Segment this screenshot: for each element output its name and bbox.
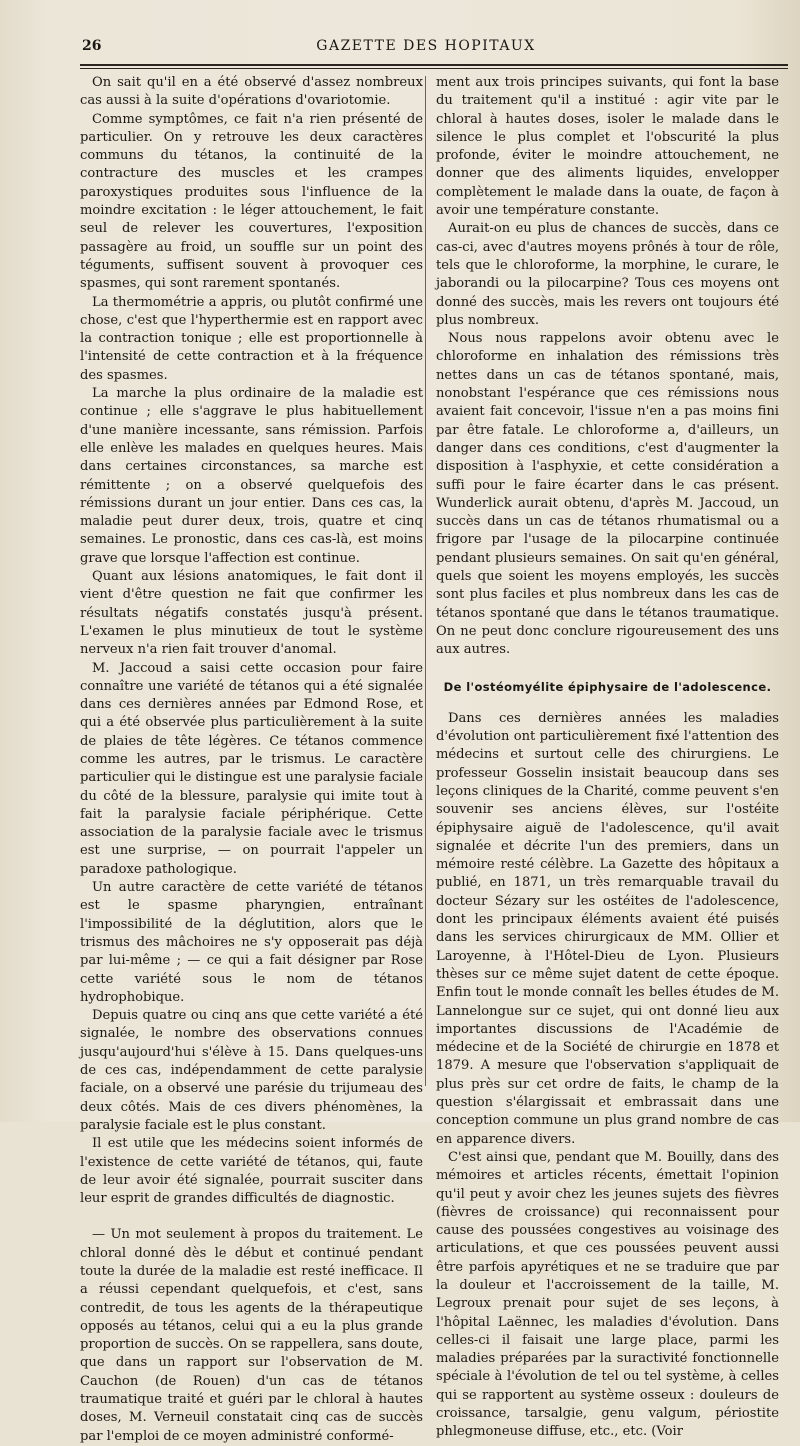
paragraph: La thermométrie a appris, ou plutôt confirmé une chose, c'est que l'hyperthermie est en rapport avec la contraction tonique ; elle est proportionnelle à l'intensité de cette contraction et à la fréquence des spasmes.: [80, 294, 423, 383]
header-rule: [80, 64, 788, 66]
header-rule-thin: [80, 68, 788, 69]
paragraph: Un autre caractère de cette variété de tétanos est le spasme pharyngien, entraînant l'impossibilité de la déglutition, alors que le trismus des mâchoires ne s'y opposerait pas déjà par lui-même ; — ce qui a fait désigner par Rose cette variété sous le nom de tétanos hydrophobique.: [80, 880, 423, 1005]
paragraph: — Un mot seulement à propos du traitement. Le chloral donné dès le début et continué pendant toute la durée de la maladie est resté inefficace. Il a réussi cependant quelquefois, et c'est, sans contredit, de tous les agents de la thérapeutique opposés au tétanos, celui qui a eu la plus grande proportion de succès. On se rappellera, sans doute, que dans un rapport sur l'observation de M. Cauchon (de Rouen) d'un cas de tétanos traumatique traité et guéri par le chloral à hautes doses, M. Verneuil constatait cinq cas de succès par l'emploi de ce moyen administré conformé-: [80, 1227, 423, 1444]
left-column: [80, 74, 423, 1446]
running-title: GAZETTE DES HOPITAUX: [316, 38, 536, 54]
section-heading: De l'ostéomyélite épiphysaire de l'adolescence.: [443, 679, 772, 694]
column-divider: [425, 76, 426, 1086]
paragraph: Aurait-on eu plus de chances de succès, dans ce cas-ci, avec d'autres moyens prônés à tour de rôle, tels que le chloroforme, la morphine, le curare, le jaborandi ou la pilocarpine? Tous ces moyens ont donné des succès, mais les revers ont toujours été plus nombreux.: [436, 221, 779, 328]
paragraph: Nous nous rappelons avoir obtenu avec le chloroforme en inhalation des rémissions très nettes dans un cas de tétanos spontané, mais, nonobstant l'espérance que ces rémissions nous avaient fait concevoir, l'issue n'en a pas moins fini par être fatale. Le chloroforme a, d'ailleurs, un danger dans ces conditions, c'est d'augmenter la disposition à l'asphyxie, et cette considération a suffi pour le faire écarter dans le cas présent. Wunderlick aurait obtenu, d'après M. Jaccoud, un succès dans un cas de tétanos rhumatismal ou a frigore par l'usage de la pilocarpine continuée pendant plusieurs semaines. On sait qu'en général, quels que soient les moyens employés, les succès sont plus faciles et plus nombreux dans les cas de tétanos spontané que dans le tétanos traumatique. On ne peut donc conclure rigoureusement des uns aux autres.: [436, 331, 779, 658]
paragraph: Quant aux lésions anatomiques, le fait dont il vient d'être question ne fait que confirmer les résultats négatifs constatés jusqu'à présent. L'examen le plus minutieux de tout le système nerveux n'a rien fait trouver d'anomal.: [80, 569, 423, 658]
paragraph: Depuis quatre ou cinq ans que cette variété a été signalée, le nombre des observations connues jusqu'aujourd'hui s'élève à 15. Dans quelques-uns de ces cas, indépendamment de cette paralysie faciale, on a observé une parésie du trijumeau des deux côtés. Mais de ces divers phénomènes, la paralysie faciale est le plus constant.: [80, 1008, 423, 1133]
paragraph: Il est utile que les médecins soient informés de l'existence de cette variété de tétanos, qui, faute de leur avoir été signalée, pourrait susciter dans leur esprit de grandes difficultés de diagnostic.: [80, 1136, 423, 1207]
page-header: [72, 38, 780, 60]
right-column: [436, 74, 779, 1442]
paragraph: La marche la plus ordinaire de la maladie est continue ; elle s'aggrave le plus habituellement d'une manière incessante, sans rémission. Parfois elle enlève les malades en quelques heures. Mais dans certaines circonstances, sa marche est rémittente ; on a observé quelquefois des rémissions durant un jour entier. Dans ces cas, la maladie peut durer deux, trois, quatre et cinq semaines. Le pronostic, dans ces cas-là, est moins grave que lorsque l'affection est continue.: [80, 386, 423, 566]
paragraph: Comme symptômes, ce fait n'a rien présenté de particulier. On y retrouve les deux caractères communs du tétanos, la continuité de la contracture des muscles et les crampes paroxystiques produites sous l'influence de la moindre excitation : le léger attouchement, le fait seul de relever les couvertures, l'exposition passagère au froid, un souffle sur un point des téguments, suffisent souvent à provoquer ces spasmes, qui sont rarement spontanés.: [80, 111, 423, 292]
paragraph: Dans ces dernières années les maladies d'évolution ont particulièrement fixé l'attention des médecins et surtout celle des chirurgiens. Le professeur Gosselin insistait beaucoup dans ses leçons cliniques de la Charité, comme peuvent s'en souvenir ses anciens élèves, sur l'ostéite épiphysaire aiguë de l'adolescence, qu'il avait signalée et décrite l'un des premiers, dans un mémoire resté célèbre. La Gazette des hôpitaux a publié, en 1871, un très remarquable travail du docteur Sézary sur les ostéites de l'adolescence, dont les principaux éléments avaient été puisés dans les services chirurgicaux de MM. Ollier et Laroyenne, à l'Hôtel-Dieu de Lyon. Plusieurs thèses sur ce même sujet datent de cette époque. Enfin tout le monde connaît les belles études de M. Lannelongue sur ce sujet, qui ont donné lieu aux importantes discussions de l'Académie de médecine et de la Société de chirurgie en 1878 et 1879. A mesure que l'observation s'appliquait de plus près sur cet ordre de faits, le champ de la question s'élargissait et embrassait dans une conception commune un plus grand nombre de cas en apparence divers.: [436, 710, 779, 1147]
page-number: 26: [82, 38, 102, 54]
paragraph: ment aux trois principes suivants, qui font la base du traitement qu'il a institué : agir vite par le chloral à hautes doses, isoler le malade dans le silence le plus complet et l'obscurité la plus profonde, éviter le moindre attouchement, ne donner que des aliments liquides, envelopper complètement le malade dans la ouate, de façon à avoir une température constante.: [436, 75, 779, 219]
paragraph: C'est ainsi que, pendant que M. Bouilly, dans des mémoires et articles récents, émettait l'opinion qu'il peut y avoir chez les jeunes sujets des fièvres (fièvres de croissance) qui reconnaissent pour cause des poussées congestives au voisinage des articulations, et que ces poussées peuvent aussi être parfois apyrétiques et ne se traduire que par la douleur et l'accroissement de la taille, M. Legroux prenait pour sujet de ses leçons, à l'hôpital Laënnec, les maladies d'évolution. Dans celles-ci il faisait une large place, parmi les maladies préparées par la suractivité fonctionnelle spéciale à l'évolution de tel ou tel système, à celles qui se rapportent au système osseux : douleurs de croissance, tarsalgie, genu valgum, périostite phlegmoneuse diffuse, etc., etc. (Voir: [436, 1149, 779, 1440]
paragraph: M. Jaccoud a saisi cette occasion pour faire connaître une variété de tétanos qui a été signalée dans ces dernières années par Edmond Rose, et qui a été observée plus particulièrement à la suite de plaies de tête légères. Ce tétanos commence comme les autres, par le trismus. Le caractère particulier qui le distingue est une paralysie faciale du côté de la blessure, paralysie qui imite tout à fait la paralysie faciale périphérique. Cette association de la paralysie faciale avec le trismus est une surprise, — on pourrait l'appeler un paradoxe pathologique.: [80, 660, 423, 877]
paragraph: On sait qu'il en a été observé d'assez nombreux cas aussi à la suite d'opérations d'ovariotomie.: [80, 75, 423, 109]
